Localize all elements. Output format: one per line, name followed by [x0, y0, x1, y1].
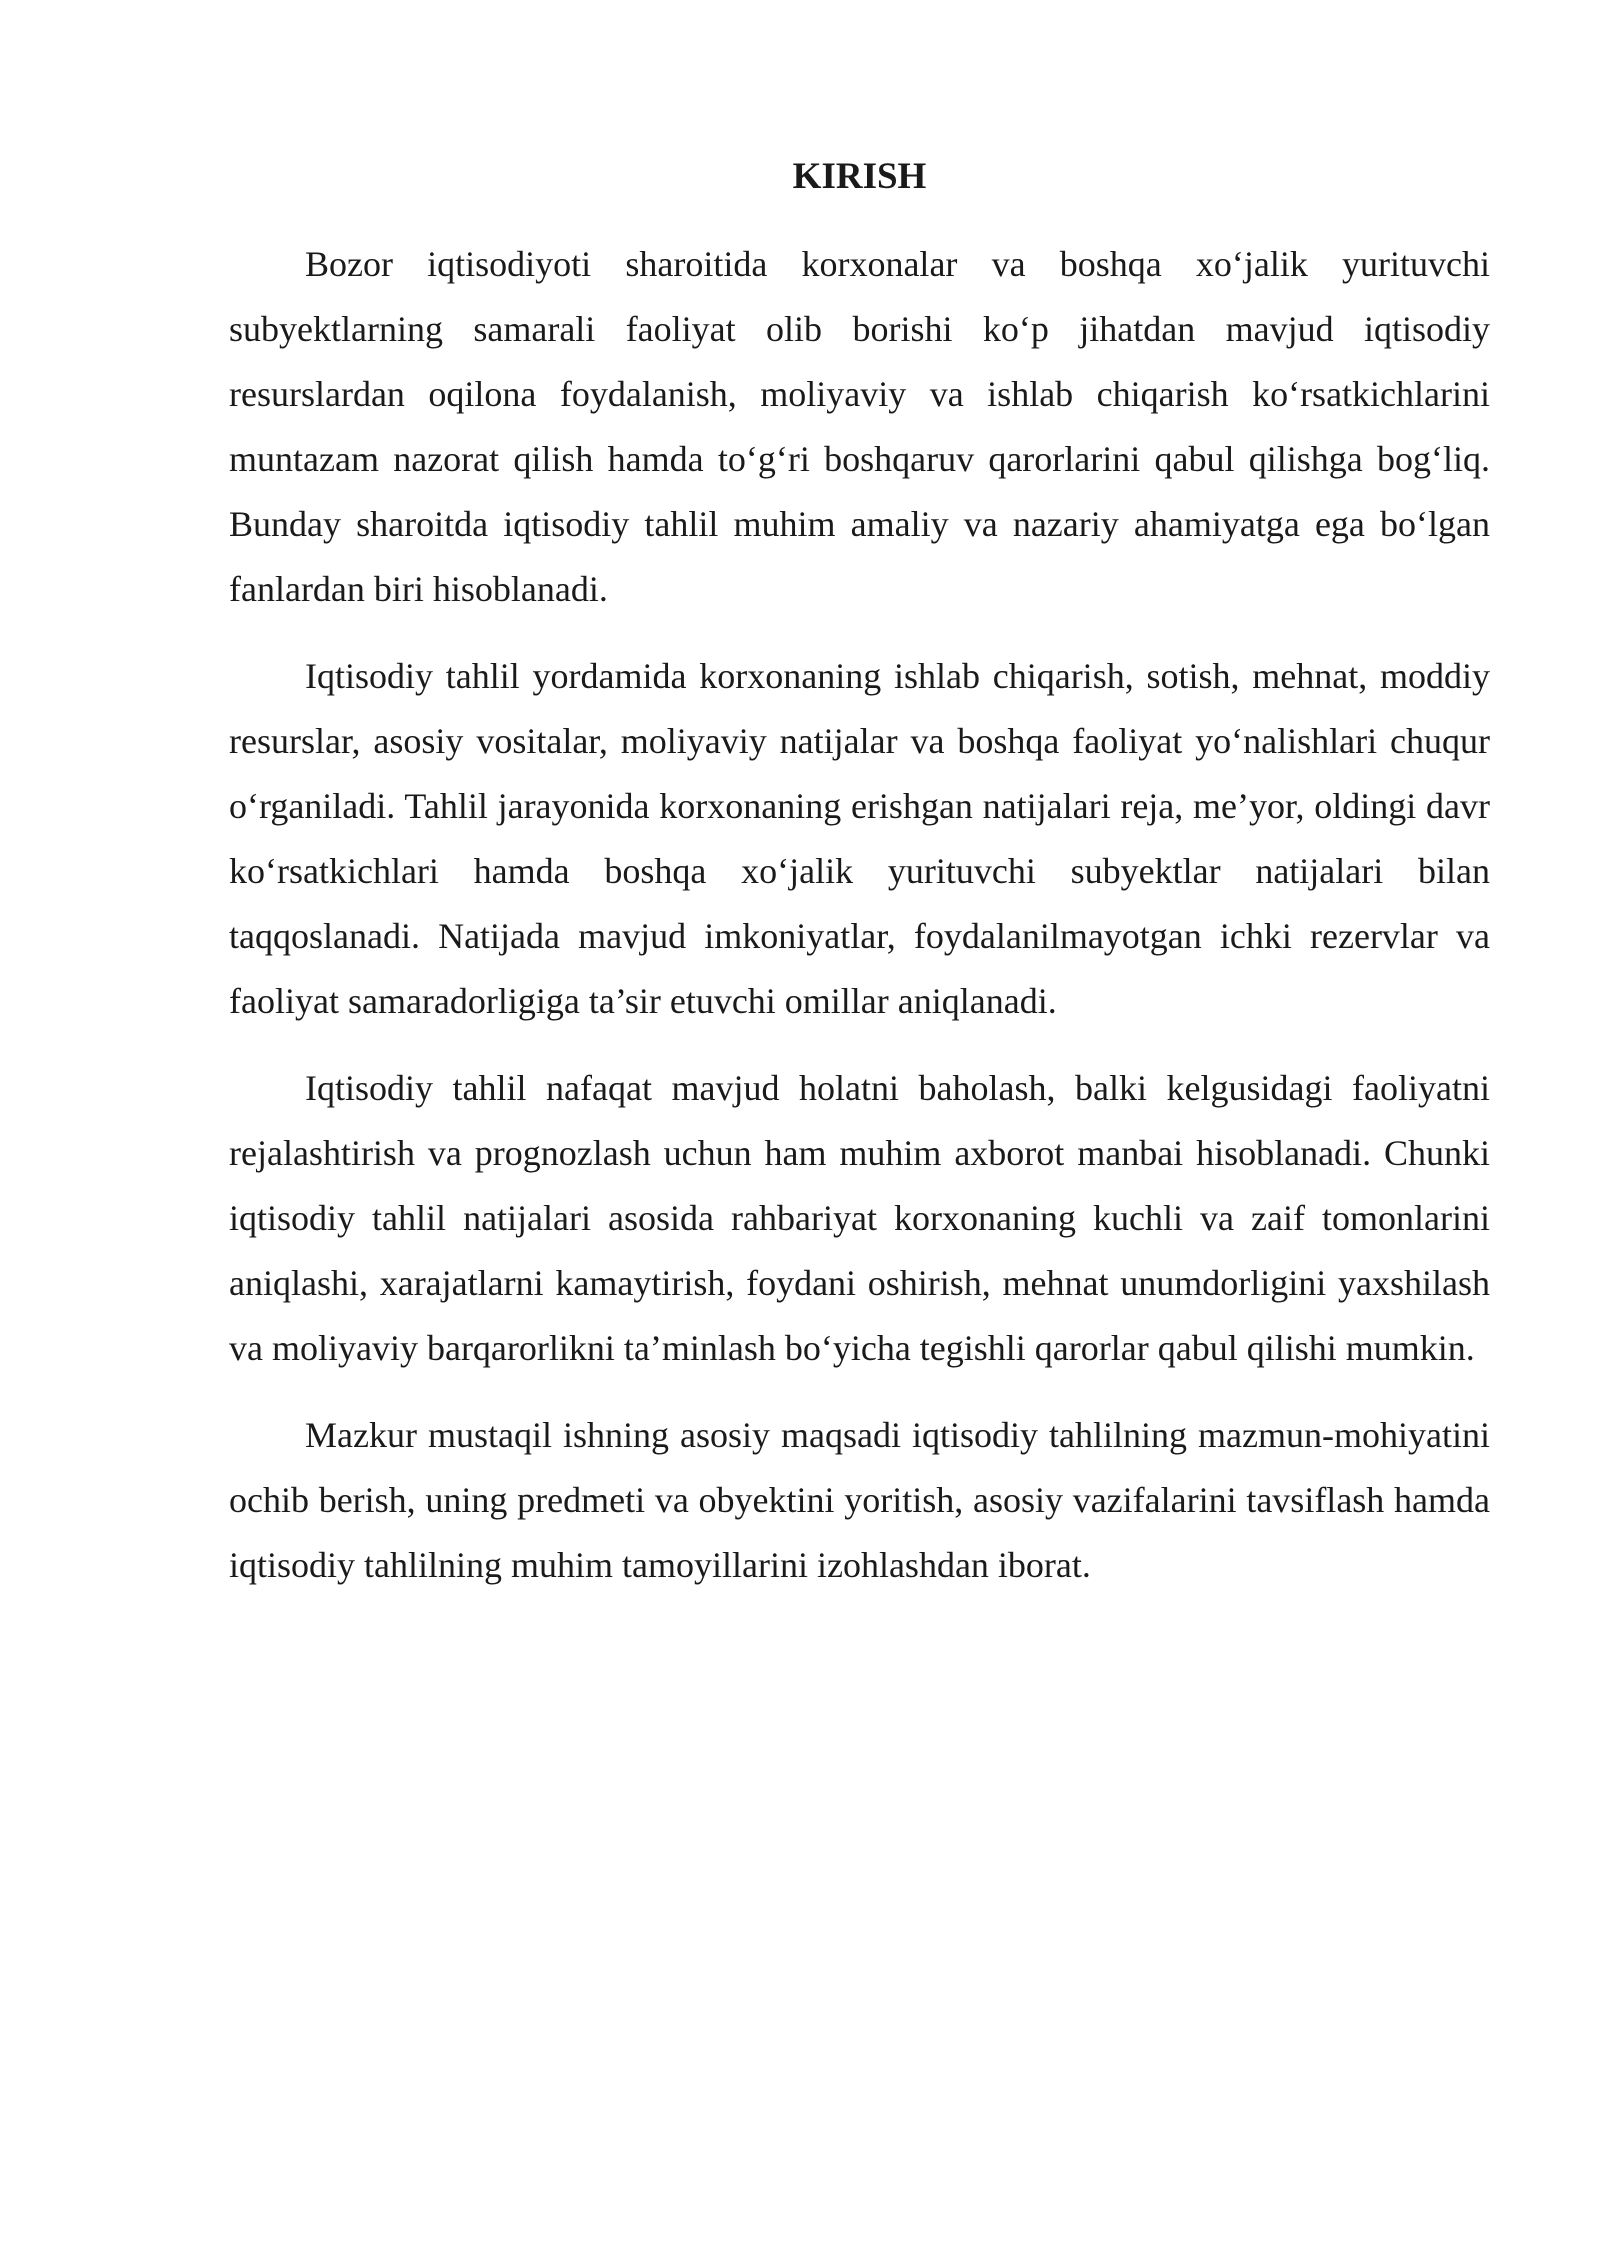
- paragraph-4: Mazkur mustaqil ishning asosiy maqsadi iqtisodiy tahlilning mazmun-mohiyatini ochib berish, uning predmeti va obyektini yoritish, asosiy vazifalarini tavsiflash hamda iqtisodiy tahlilning muhim tamoyillarini izohlashdan iborat.: [229, 1415, 1490, 1585]
- paragraph-1: Bozor iqtisodiyoti sharoitida korxonalar va boshqa xo‘jalik yurituvchi subyektlarning samarali faoliyat olib borishi ko‘p jihatdan mavjud iqtisodiy resurslardan oqilona foydalanish, moliyaviy va ishlab chiqarish ko‘rsatkichlarini muntazam nazorat qilish hamda to‘g‘ri boshqaruv qarorlarini qabul qilishga bog‘liq. Bunday sharoitda iqtisodiy tahlil muhim amaliy va nazariy ahamiyatga ega bo‘lgan fanlardan biri hisoblanadi.: [229, 244, 1490, 609]
- body-text: [229, 232, 1490, 1620]
- page-title: KIRISH: [792, 156, 927, 197]
- paragraph-3: Iqtisodiy tahlil nafaqat mavjud holatni baholash, balki kelgusidagi faoliyatni rejalashtirish va prognozlash uchun ham muhim axborot manbai hisoblanadi. Chunki iqtisodiy tahlil natijalari asosida rahbariyat korxonaning kuchli va zaif tomonlarini aniqlashi, xarajatlarni kamaytirish, foydani oshirish, mehnat unumdorligini yaxshilash va moliyaviy barqarorlikni ta’minlash bo‘yicha tegishli qarorlar qabul qilishi mumkin.: [229, 1068, 1490, 1368]
- paragraph-2: Iqtisodiy tahlil yordamida korxonaning ishlab chiqarish, sotish, mehnat, moddiy resurslar, asosiy vositalar, moliyaviy natijalar va boshqa faoliyat yo‘nalishlari chuqur o‘rganiladi. Tahlil jarayonida korxonaning erishgan natijalari reja, me’yor, oldingi davr ko‘rsatkichlari hamda boshqa xo‘jalik yurituvchi subyektlar natijalari bilan taqqoslanadi. Natijada mavjud imkoniyatlar, foydalanilmayotgan ichki rezervlar va faoliyat samaradorligiga ta’sir etuvchi omillar aniqlanadi.: [229, 656, 1490, 1021]
